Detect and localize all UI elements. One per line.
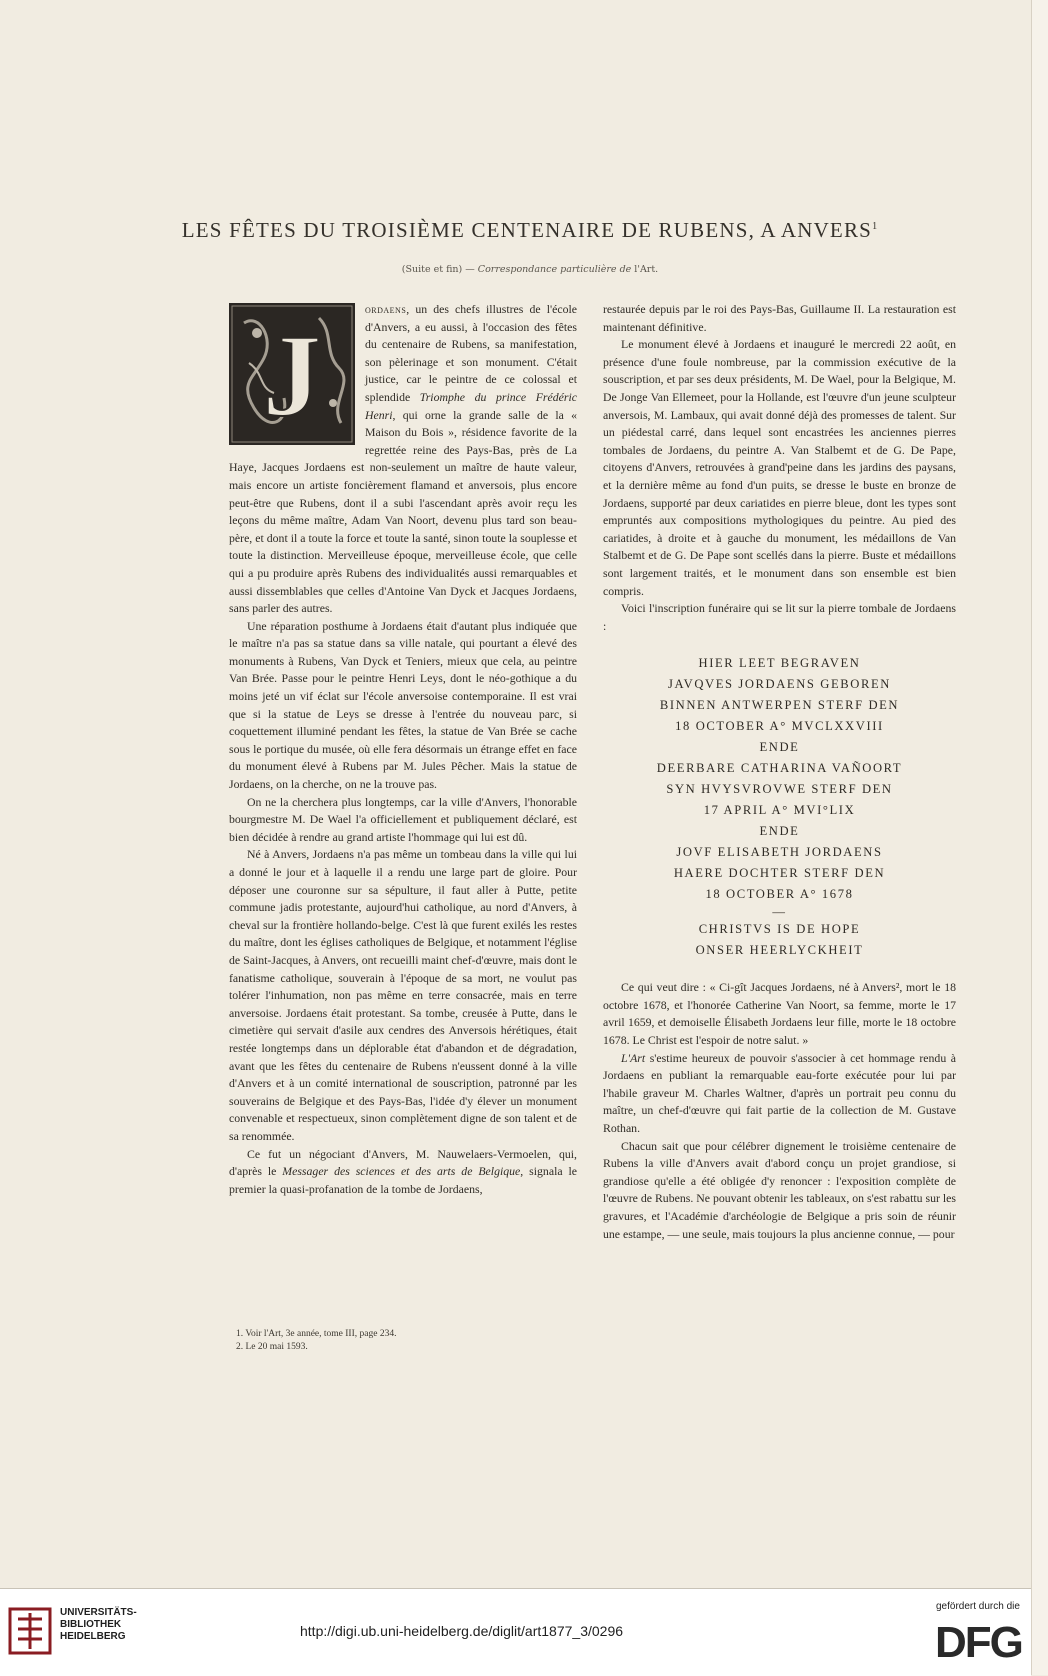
article-title: LES FÊTES DU TROISIÈME CENTENAIRE DE RUBENS, A ANVERS$^1$ [181, 218, 879, 242]
paragraph-10: L'Art s'estime heureux de pouvoir s'associer à cet hommage rendu à Jordaens en publiant la remarquable eau-forte exécutée pour lui par l'habile graveur M. Charles Waltner, d'après un portrait peu connu du maître, un chef-d'œuvre qui fait partie de la collection de M. Gustave Rothan. [603, 1050, 956, 1136]
epitaph-line: 18 OCTOBER A° MVCLXXVIII [675, 719, 884, 734]
epitaph-line: 17 APRIL A° MVI°LIX [703, 803, 856, 818]
epitaph-line: SYN HVYSVROVWE STERF DEN [666, 782, 893, 797]
paragraph-7: Le monument élevé à Jordaens et inauguré le mercredi 22 août, en présence d'une foule nombreuse, par la commission exécutive de la souscription, et par ses deux présidents, M. De Wael, pour la Belgique, M. De Jonge Van Ellemeet, pour la Hollande, est l'œuvre d'un jeune sculpteur anversois, M. Lambaux, qui avait donné déjà des promesses de talent. Sur un piédestal carré, dans lequel sont encastrées les anciennes pierres tombales de Jordaens, du peintre A. Van Stalbemt et de G. De Pape, citoyens d'Anvers, retrouvées à grand'peine dans les jardins des paysans, et la dernière même au fond d'un puits, se dresse le buste en bronze de Jordaens, supporté par deux cariatides en pierre bleue, dont les types sont empruntés aux compositions mythologiques du peintre. Au pied des cariatides, à droite et à gauche du monument, les médaillons de Van Stalbemt et de G. De Pape sont scellés dans la pierre. Buste et médaillons sont largement traités, et le monument dans son ensemble est bien compris. [603, 337, 956, 598]
viewer-footer [0, 1588, 1031, 1676]
dfg-logo-icon [935, 1619, 1025, 1661]
epitaph-line: HAERE DOCHTER STERF DEN [673, 866, 886, 881]
library-name: UNIVERSITÄTS- BIBLIOTHEK HEIDELBERG [60, 1607, 137, 1642]
paragraph-3: On ne la cherchera plus longtemps, car la ville d'Anvers, l'honorable bourgmestre M. De Wael l'a officiellement et publiquement déclaré, est bien décidée à rendre au grand artiste l'hommage qui lui est dû. [229, 794, 577, 844]
article-subtitle: (Suite et fin) — Correspondance particulière de l'Art. [401, 264, 659, 275]
epitaph-line: DEERBARE CATHARINA VAÑOORT [656, 761, 903, 776]
ornamental-dropcap [229, 303, 355, 445]
epitaph-line: CHRISTVS IS DE HOPE [698, 922, 861, 937]
epitaph-line: ENDE [759, 740, 800, 755]
page-url[interactable]: http://digi.ub.uni-heidelberg.de/diglit/art1877_3/0296 [300, 1623, 624, 1639]
epitaph-dash: — [772, 905, 787, 920]
university-library-logo-icon [8, 1605, 56, 1657]
title-footnote-ref: 1 [872, 221, 879, 232]
paragraph-8: Voici l'inscription funéraire qui se lit sur la pierre tombale de Jordaens : [603, 601, 956, 633]
scan-edge [1031, 0, 1048, 1675]
epitaph-line: JAVQVES JORDAENS GEBOREN [668, 677, 891, 692]
epitaph-line: ENDE [759, 824, 800, 839]
epitaph-inscription [603, 653, 956, 961]
text-column-right [603, 301, 956, 1243]
paragraph-5: Ce fut un négociant d'Anvers, M. Nauwelaers-Vermoelen, qui, d'après le Messager des sciences et des arts de Belgique, signala le premier la quasi-profanation de la tombe de Jordaens, [229, 1146, 578, 1196]
funding-note: gefördert durch die [936, 1601, 1020, 1612]
paragraph-4: Né à Anvers, Jordaens n'a pas même un tombeau dans la ville qui lui a donné le jour et à laquelle il a rendu une large part de gloire. Pour déposer une couronne sur sa sépulture, il faut aller à Putte, petite commune jadis protestante, aujourd'hui catholique, au nord d'Anvers, à cheval sur la frontière hollando-belge. C'est là que furent exilés les restes du maître, dont les églises catholiques de Belgique, et notamment l'église de Saint-Jacques, à Anvers, ont recueilli maint chef-d'œuvre, mais dont le fanatisme catholique, souverain à l'époque de sa mort, ne voulut pas tolérer l'inhumation, non pas même en terre consacrée, mais en terre anversoise. Jordaens était protestant. Sa tombe, creusée à Putte, dans le cimetière qui servait d'asile aux cendres des Anversois hérétiques, était restée longtemps dans un déplorable état d'abandon et de dégradation, avant que les fêtes du centenaire de Rubens n'eussent donné à la ville d'Anvers et à un comité international de souscription, patronné par les souverains de Belgique et des Pays-Bas, l'idée d'y élever un monument convenable et respectueux, sinon complètement digne de son talent et de sa renommée. [229, 847, 577, 1143]
svg-text:DFG: DFG [935, 1619, 1022, 1661]
epitaph-line: ONSER HEERLYCKHEIT [695, 943, 864, 958]
footnotes [236, 1328, 536, 1354]
epitaph-line: 18 OCTOBER A° 1678 [705, 887, 854, 902]
paragraph-1: ordaens, un des chefs illustres de l'école d'Anvers, a eu aussi, à l'occasion des fêtes du centenaire de Rubens, sa manifestation, son pèlerinage et son monument. C'était justice, car le peintre de ce colossal et splendide Triomphe du prince Frédéric Henri, qui orne la grande salle de la « Maison du Bois », résidence favorite de la regrettée reine des Pays-Bas, près de La Haye, Jacques Jordaens est non-seulement un maître de haute valeur, mais encore un artiste foncièrement flamand et anversois, plus encore peut-être que Rubens, dont il a subi l'ascendant après avoir reçu les leçons du même maître, Adam Van Noort, devenu plus tard son beau-père, et dont il a toute la force et toute la santé, sinon toute la souplesse et toute la distinction. Merveilleuse époque, merveilleuse école, que celle qui a pu produire après Rubens des individualités aussi remarquables et aussi dissemblables que celles d'Antoine Van Dyck et Jacques Jordaens, sans parler des autres. [229, 302, 577, 616]
footnote: 1. Voir l'Art, 3e année, tome III, page 234. [236, 1329, 397, 1339]
footnote: 2. Le 20 mai 1593. [236, 1342, 308, 1352]
paragraph-2: Une réparation posthume à Jordaens était d'autant plus indiquée que le maître n'a pas sa statue dans sa ville natale, qui pourtant a élevé des monuments à Rubens, Van Dyck et Teniers, mieux que cela, au peintre Van Brée. Passe pour le peintre Henri Leys, dont le néo-gothique a du moins jeté un vif éclat sur l'école anversoise contemporaine. Il est vrai que si la statue de Leys se dresse à l'entrée du nouveau parc, si coquettement illuminé pendant les fêtes, la statue de Van Brée se cache sous le portique du musée, où elle fera désormais un étrange effet en face du monument élevé à Rubens par M. Jules Pêcher. Mais la statue de Jordaens, on la cherche, on ne la trouve pas. [229, 618, 577, 792]
epitaph-line: BINNEN ANTWERPEN STERF DEN [659, 698, 900, 713]
text-column-left [229, 301, 577, 1198]
paragraph-6: restaurée depuis par le roi des Pays-Bas, Guillaume II. La restauration est maintenant définitive. [603, 302, 956, 334]
epitaph-line: JOVF ELISABETH JORDAENS [676, 845, 883, 860]
paragraph-11: Chacun sait que pour célébrer dignement le troisième centenaire de Rubens la ville d'Anvers avait d'abord conçu un projet grandiose, si grandiose qu'elle a été obligée d'y renoncer : l'exposition complète de l'œuvre de Rubens. Ne pouvant obtenir les tableaux, on s'est rabattu sur les gravures, et l'Académie d'archéologie de Belgique a pris soin de réunir une estampe, — une seule, mais toujours la plus ancienne connue, — pour [603, 1138, 956, 1241]
dropcap-letter: J [262, 310, 322, 441]
paragraph-9: Ce qui veut dire : « Ci-gît Jacques Jordaens, né à Anvers², mort le 18 octobre 1678, et l'honorée Catherine Van Noort, sa femme, morte le 17 avril 1659, et demoiselle Élisabeth Jordaens leur fille, morte le 18 octobre 1678. Le Christ est l'espoir de notre salut. » [603, 980, 956, 1048]
epitaph-line: HIER LEET BEGRAVEN [698, 656, 861, 671]
